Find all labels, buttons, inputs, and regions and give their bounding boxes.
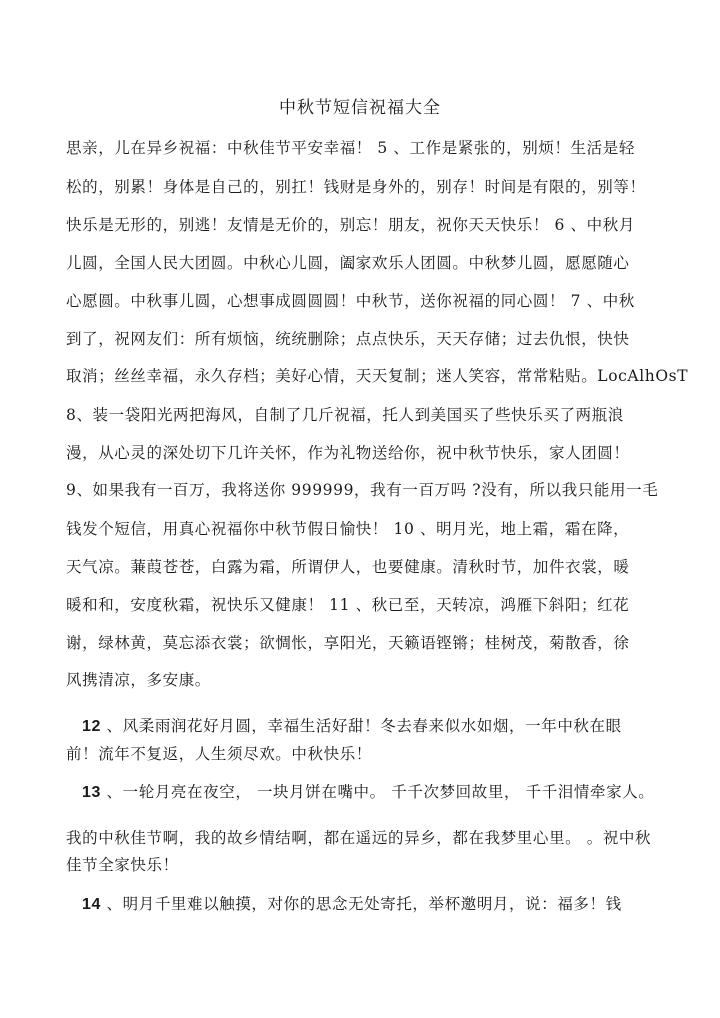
item-14-line bbox=[66, 892, 622, 914]
text-line: 钱发个短信，用真心祝福你中秋节假日愉快！ 10 、明月光，地上霜，霜在降， bbox=[66, 520, 630, 538]
text-line: 天气凉。蒹葭苍苍，白露为霜，所谓伊人，也要健康。清秋时节，加件衣裳，暖 bbox=[66, 558, 630, 576]
item-number: 14 bbox=[82, 896, 101, 913]
text-line: 风携清凉，多安康。 bbox=[66, 671, 211, 689]
item-text: 、明月千里难以触摸，对你的思念无处寄托，举杯邀明月，说：福多！钱 bbox=[101, 895, 622, 913]
text-line: 儿圆，全国人民大团圆。中秋心儿圆，阖家欢乐人团圆。中秋梦儿圆，愿愿随心 bbox=[66, 254, 630, 272]
text-line: 思亲，儿在异乡祝福：中秋佳节平安幸福！ 5 、工作是紧张的，别烦！生活是轻 bbox=[66, 139, 635, 157]
document-title: 中秋节短信祝福大全 bbox=[279, 98, 441, 118]
text-line: 漫，从心灵的深处切下几许关怀，作为礼物送给你，祝中秋节快乐，家人团圆！ bbox=[66, 444, 630, 462]
text-line: 心愿圆。中秋事儿圆，心想事成圆圆圆！中秋节，送你祝福的同心圆！ 7 、中秋 bbox=[66, 292, 635, 310]
text-line: 到了，祝网友们：所有烦恼，统统删除；点点快乐，天天存储；过去仇恨，快快 bbox=[66, 330, 630, 348]
text-line: 佳节全家快乐！ bbox=[66, 856, 179, 874]
item-number: 12 bbox=[82, 718, 101, 735]
item-text: 、风柔雨润花好月圆，幸福生活好甜！冬去春来似水如烟，一年中秋在眼 bbox=[101, 717, 622, 735]
item-text: 、一轮月亮在夜空， 一块月饼在嘴中。 千千次梦回故里， 千千泪情牵家人。 bbox=[101, 783, 655, 801]
text-line: 8、装一袋阳光两把海风，自制了几斤祝福，托人到美国买了些快乐买了两瓶浪 bbox=[66, 406, 624, 424]
text-line: 松的，别累！身体是自己的，别扛！钱财是身外的，别存！时间是有限的，别等！ bbox=[66, 178, 646, 196]
item-12-line bbox=[66, 714, 622, 736]
text-line: 取消；丝丝幸福，永久存档；美好心情，天天复制；迷人笑容，常常粘贴。LocAlhOsT bbox=[66, 367, 689, 385]
text-line: 前！流年不复返，人生须尽欢。中秋快乐！ bbox=[66, 745, 372, 763]
text-line: 暖和和，安度秋霜，祝快乐又健康！ 11 、秋已至，天转凉，鸿雁下斜阳；红花 bbox=[66, 596, 630, 614]
text-line: 9、如果我有一百万，我将送你 999999，我有一百万吗 ?没有，所以我只能用一毛 bbox=[66, 481, 659, 499]
text-line: 我的中秋佳节啊，我的故乡情结啊，都在遥远的异乡，都在我梦里心里。 。祝中秋 bbox=[66, 829, 652, 847]
item-13-line bbox=[66, 780, 654, 802]
item-number: 13 bbox=[82, 784, 101, 801]
text-line: 谢，绿林黄，莫忘添衣裳；欲惆怅，享阳光，天籁语铿锵；桂树茂，菊散香，徐 bbox=[66, 634, 630, 652]
text-line: 快乐是无形的，别逃！友情是无价的，别忘！朋友，祝你天天快乐！ 6 、中秋月 bbox=[66, 216, 635, 234]
